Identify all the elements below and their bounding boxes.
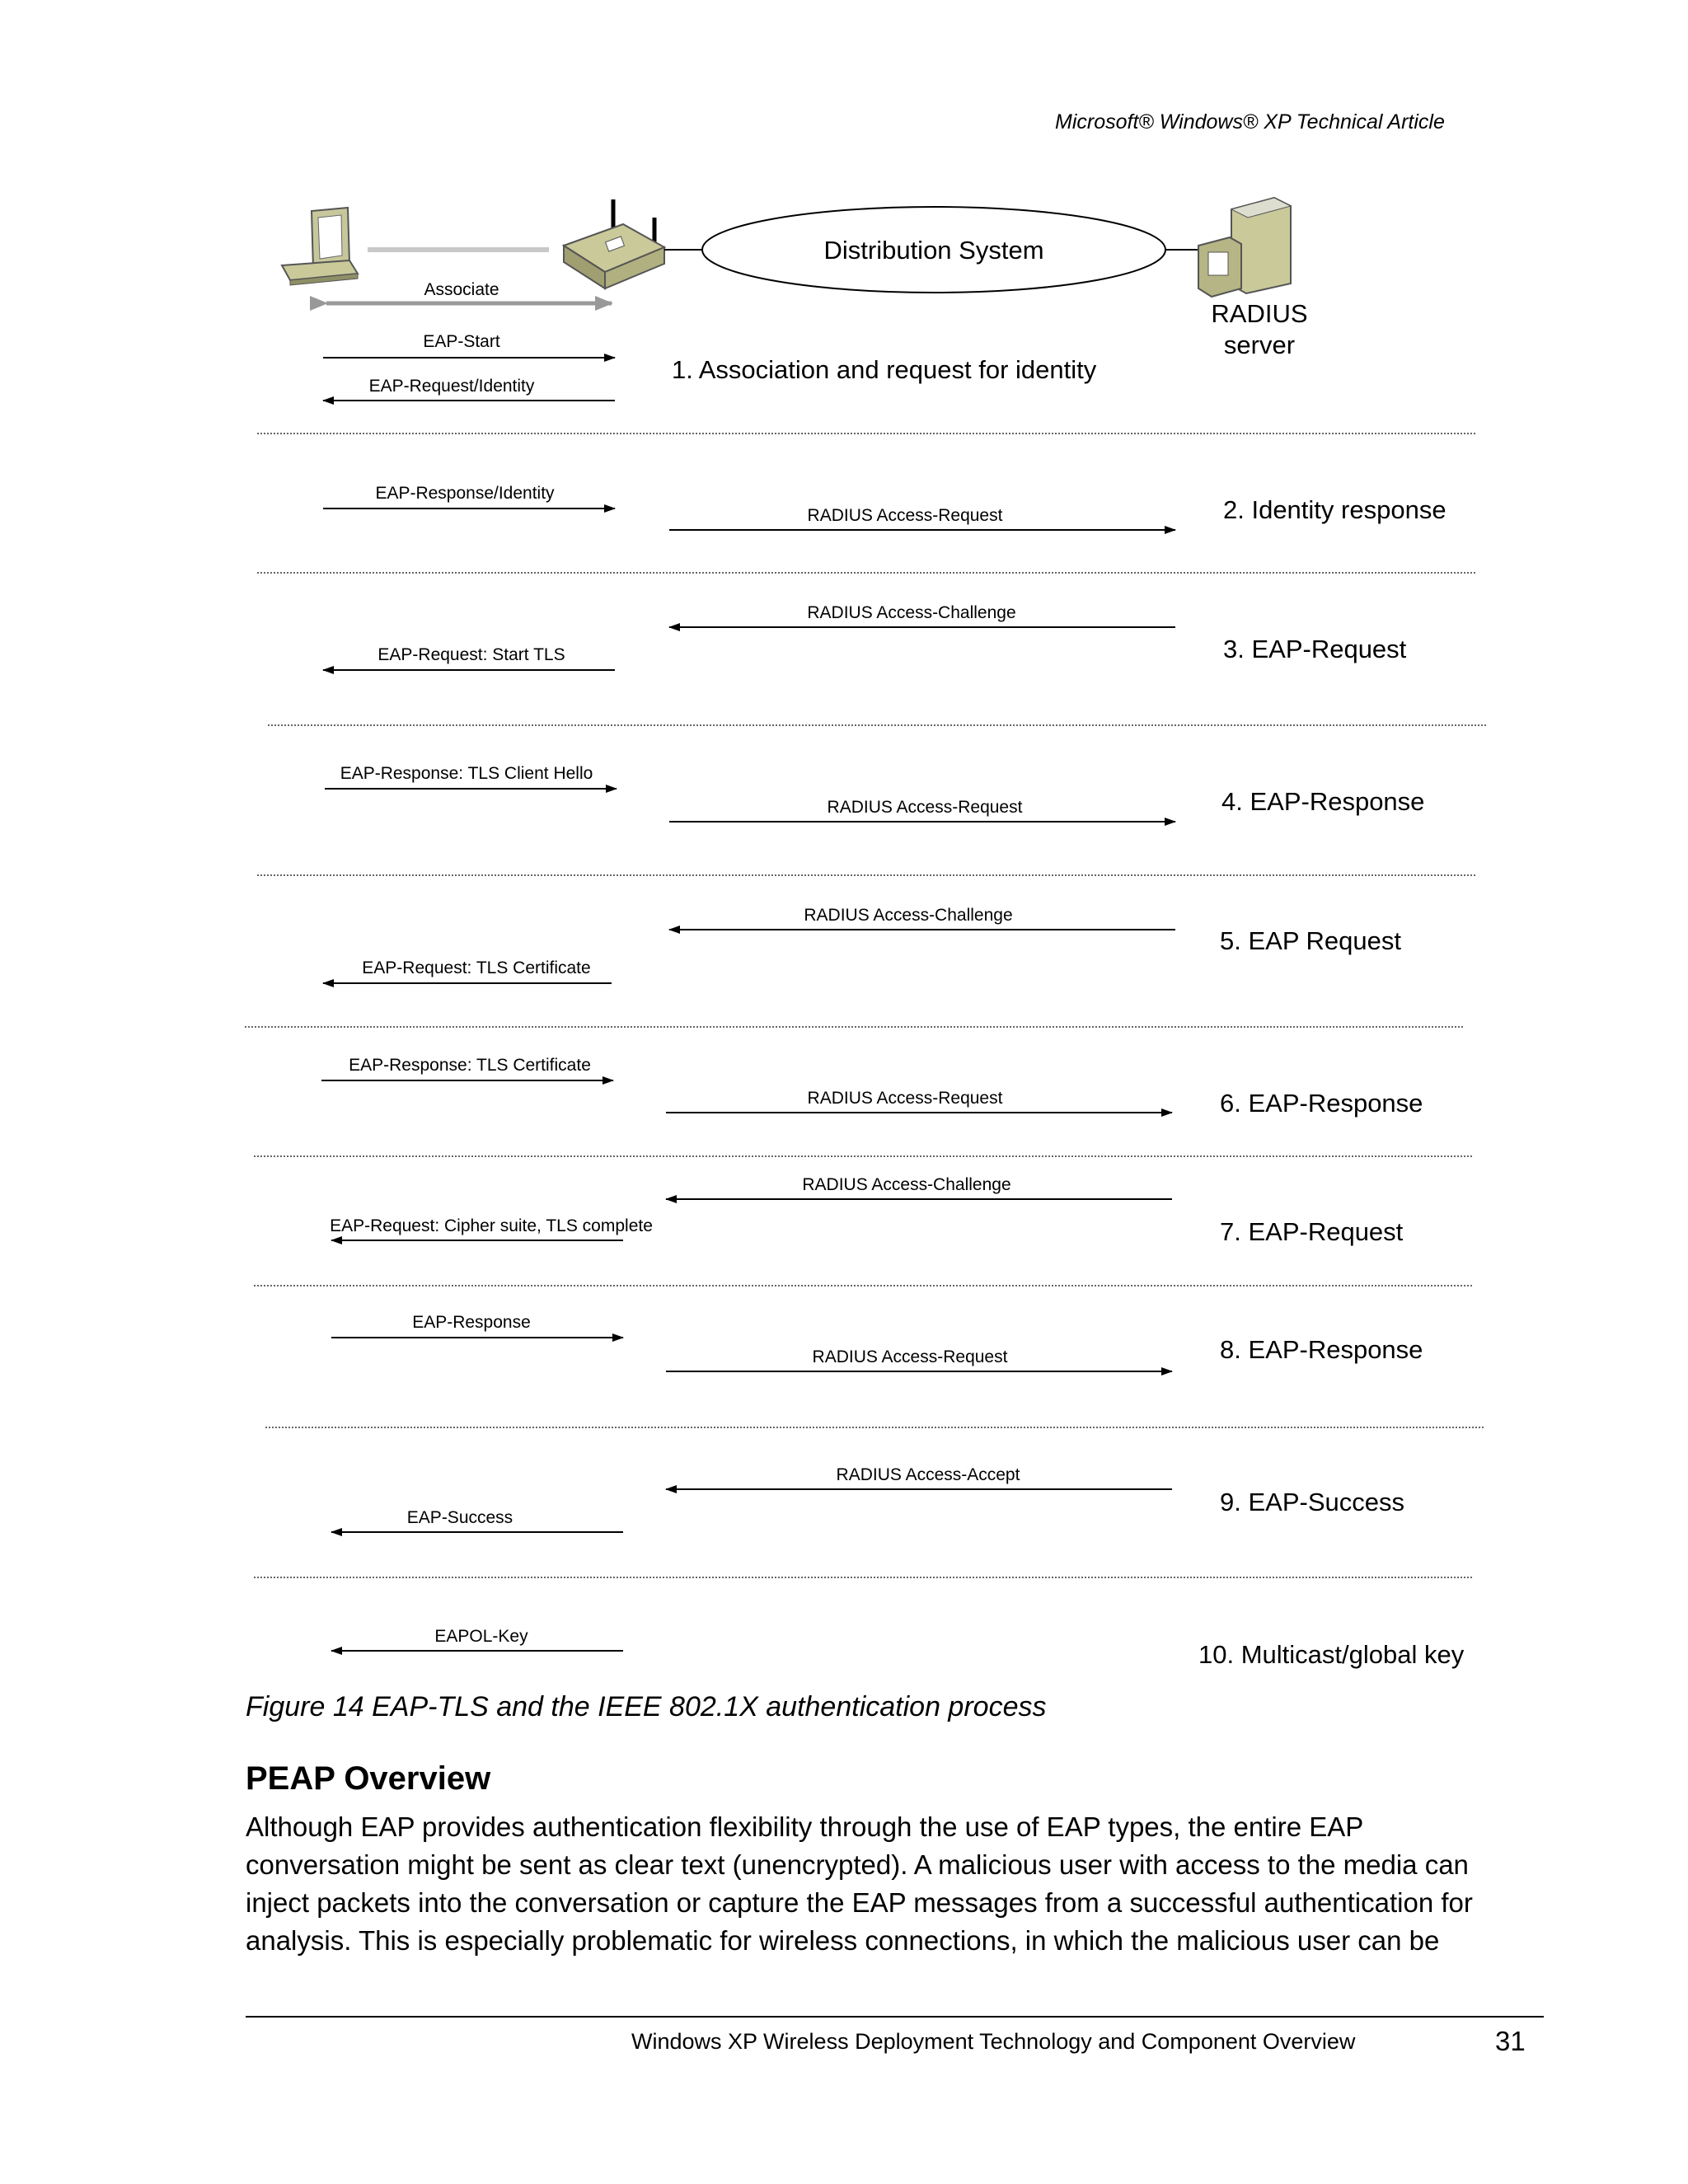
eap-start-label: EAP-Start: [423, 332, 500, 351]
section-heading: PEAP Overview: [246, 1760, 491, 1797]
step-label-3: 3. EAP-Request: [1223, 635, 1407, 663]
access-point-icon: [564, 199, 664, 288]
radius-access-request-label-1: RADIUS Access-Request: [807, 506, 1003, 525]
step-label-7: 7. EAP-Request: [1220, 1217, 1404, 1246]
footer-rule: [246, 2016, 1544, 2018]
step-label-4: 4. EAP-Response: [1221, 787, 1425, 816]
eap-response-tls-certificate-label: EAP-Response: TLS Certificate: [349, 1056, 591, 1075]
radius-server-label-line2: server: [1223, 330, 1296, 359]
radius-access-request-label-4: RADIUS Access-Request: [812, 1347, 1008, 1366]
laptop-icon: [282, 208, 358, 285]
eap-response-client-hello-label: EAP-Response: TLS Client Hello: [340, 764, 593, 783]
step-label-8: 8. EAP-Response: [1220, 1335, 1423, 1364]
radius-access-request-label-2: RADIUS Access-Request: [827, 798, 1023, 817]
associate-label: Associate: [424, 280, 499, 299]
step-label-1: 1. Association and request for identity: [672, 355, 1097, 384]
radius-server-icon: [1198, 198, 1291, 297]
radius-access-challenge-label-2: RADIUS Access-Challenge: [804, 906, 1013, 925]
step-label-9: 9. EAP-Success: [1220, 1488, 1404, 1516]
step-label-2: 2. Identity response: [1223, 495, 1447, 524]
body-line: analysis. This is especially problematic for wireless connections, in which the malicious user can be: [246, 1925, 1440, 1956]
step-label-6: 6. EAP-Response: [1220, 1089, 1423, 1118]
step-label-5: 5. EAP Request: [1220, 926, 1402, 955]
body-line: conversation might be sent as clear text (unencrypted). A malicious user with access to the media can: [246, 1849, 1469, 1880]
figure-caption: Figure 14 EAP-TLS and the IEEE 802.1X authentication process: [246, 1691, 1047, 1722]
eap-response-label: EAP-Response: [412, 1313, 531, 1332]
eap-request-start-tls-label: EAP-Request: Start TLS: [377, 645, 565, 664]
body-paragraph: [246, 1808, 1564, 1960]
eapol-key-label: EAPOL-Key: [434, 1627, 528, 1646]
radius-access-challenge-label-1: RADIUS Access-Challenge: [807, 603, 1016, 622]
radius-access-request-label-3: RADIUS Access-Request: [807, 1089, 1003, 1108]
body-line: inject packets into the conversation or capture the EAP messages from a successful authentication for: [246, 1887, 1473, 1918]
eap-request-identity-label: EAP-Request/Identity: [368, 377, 535, 396]
page-header-title: Microsoft® Windows® XP Technical Article: [1055, 110, 1445, 134]
eap-request-cipher-suite-label: EAP-Request: Cipher suite, TLS complete: [330, 1216, 653, 1235]
footer-title: Windows XP Wireless Deployment Technology and Component Overview: [631, 2029, 1356, 2054]
page-number: 31: [1495, 2026, 1526, 2056]
radius-server-label-line1: RADIUS: [1211, 299, 1308, 328]
body-line: Although EAP provides authentication flexibility through the use of EAP types, the entire EAP: [246, 1811, 1364, 1842]
radius-access-accept-label: RADIUS Access-Accept: [836, 1465, 1020, 1484]
distribution-system-label: Distribution System: [823, 236, 1044, 265]
eap-request-tls-certificate-label: EAP-Request: TLS Certificate: [362, 958, 591, 977]
eap-success-label: EAP-Success: [406, 1508, 513, 1527]
eap-response-identity-label: EAP-Response/Identity: [375, 484, 555, 503]
radius-access-challenge-label-3: RADIUS Access-Challenge: [802, 1175, 1011, 1194]
step-label-10: 10. Multicast/global key: [1198, 1640, 1465, 1669]
